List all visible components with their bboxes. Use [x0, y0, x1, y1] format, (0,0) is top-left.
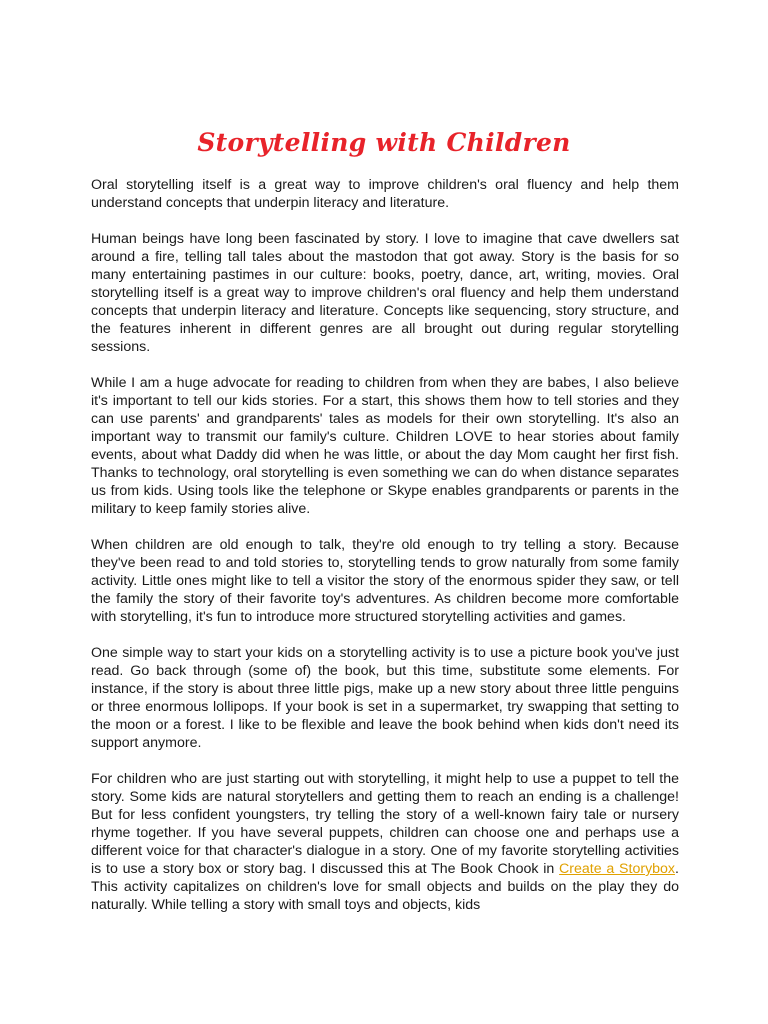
- document-title: Storytelling with Children: [197, 128, 571, 157]
- paragraph-text-after-link: . This activity capitalizes on children's love for small objects and builds on the play they do naturally. While telling a story with small toys and objects, kids: [91, 861, 679, 913]
- paragraph-with-link: [91, 770, 679, 914]
- paragraph: Oral storytelling itself is a great way to improve children's oral fluency and help them understand concepts that underpin literacy and literature.: [91, 177, 679, 211]
- document-body: [91, 176, 679, 932]
- paragraph: While I am a huge advocate for reading to children from when they are babes, I also believe it's important to tell our kids stories. For a start, this shows them how to tell stories and they can use parents' and grandparents' tales as models for their own storytelling. It's also an important way to transmit our family's culture. Children LOVE to hear stories about family events, about what Daddy did when he was little, or about the day Mom caught her first fish. Thanks to technology, oral storytelling is even something we can do when distance separates us from kids. Using tools like the telephone or Skype enables grandparents or parents in the military to keep family stories alive.: [91, 375, 679, 517]
- paragraph: When children are old enough to talk, they're old enough to try telling a story. Because they've been read to and told stories to, storytelling tends to grow naturally from some family activity. Little ones might like to tell a visitor the story of the enormous spider they saw, or tell the family the story of their favorite toy's adventures. As children become more comfortable with storytelling, it's fun to introduce more structured storytelling activities and games.: [91, 537, 679, 625]
- create-a-storybox-link[interactable]: Create a Storybox: [559, 861, 676, 877]
- paragraph: Human beings have long been fascinated by story. I love to imagine that cave dwellers sat around a fire, telling tall tales about the mastodon that got away. Story is the basis for so many entertaining pastimes in our culture: books, poetry, dance, art, writing, movies. Oral storytelling itself is a great way to improve children's oral fluency and help them understand concepts that underpin literacy and literature. Concepts like sequencing, story structure, and the features inherent in different genres are all brought out during regular storytelling sessions.: [91, 231, 679, 355]
- paragraph: One simple way to start your kids on a storytelling activity is to use a picture book you've just read. Go back through (some of) the book, but this time, substitute some elements. For instance, if the story is about three little pigs, make up a new story about three little penguins or three enormous lollipops. If your book is set in a supermarket, try swapping that setting to the moon or a forest. I like to be flexible and leave the book behind when kids don't need its support anymore.: [91, 645, 679, 751]
- paragraph-text-before-link: For children who are just starting out with storytelling, it might help to use a puppet to tell the story. Some kids are natural storytellers and getting them to reach an ending is a challenge! But for less confident youngsters, try telling the story of a well-known fairy tale or nursery rhyme together. If you have several puppets, children can choose one and perhaps use a different voice for that character's dialogue in a story. One of my favorite storytelling activities is to use a story box or story bag. I discussed this at The Book Chook in: [91, 771, 679, 877]
